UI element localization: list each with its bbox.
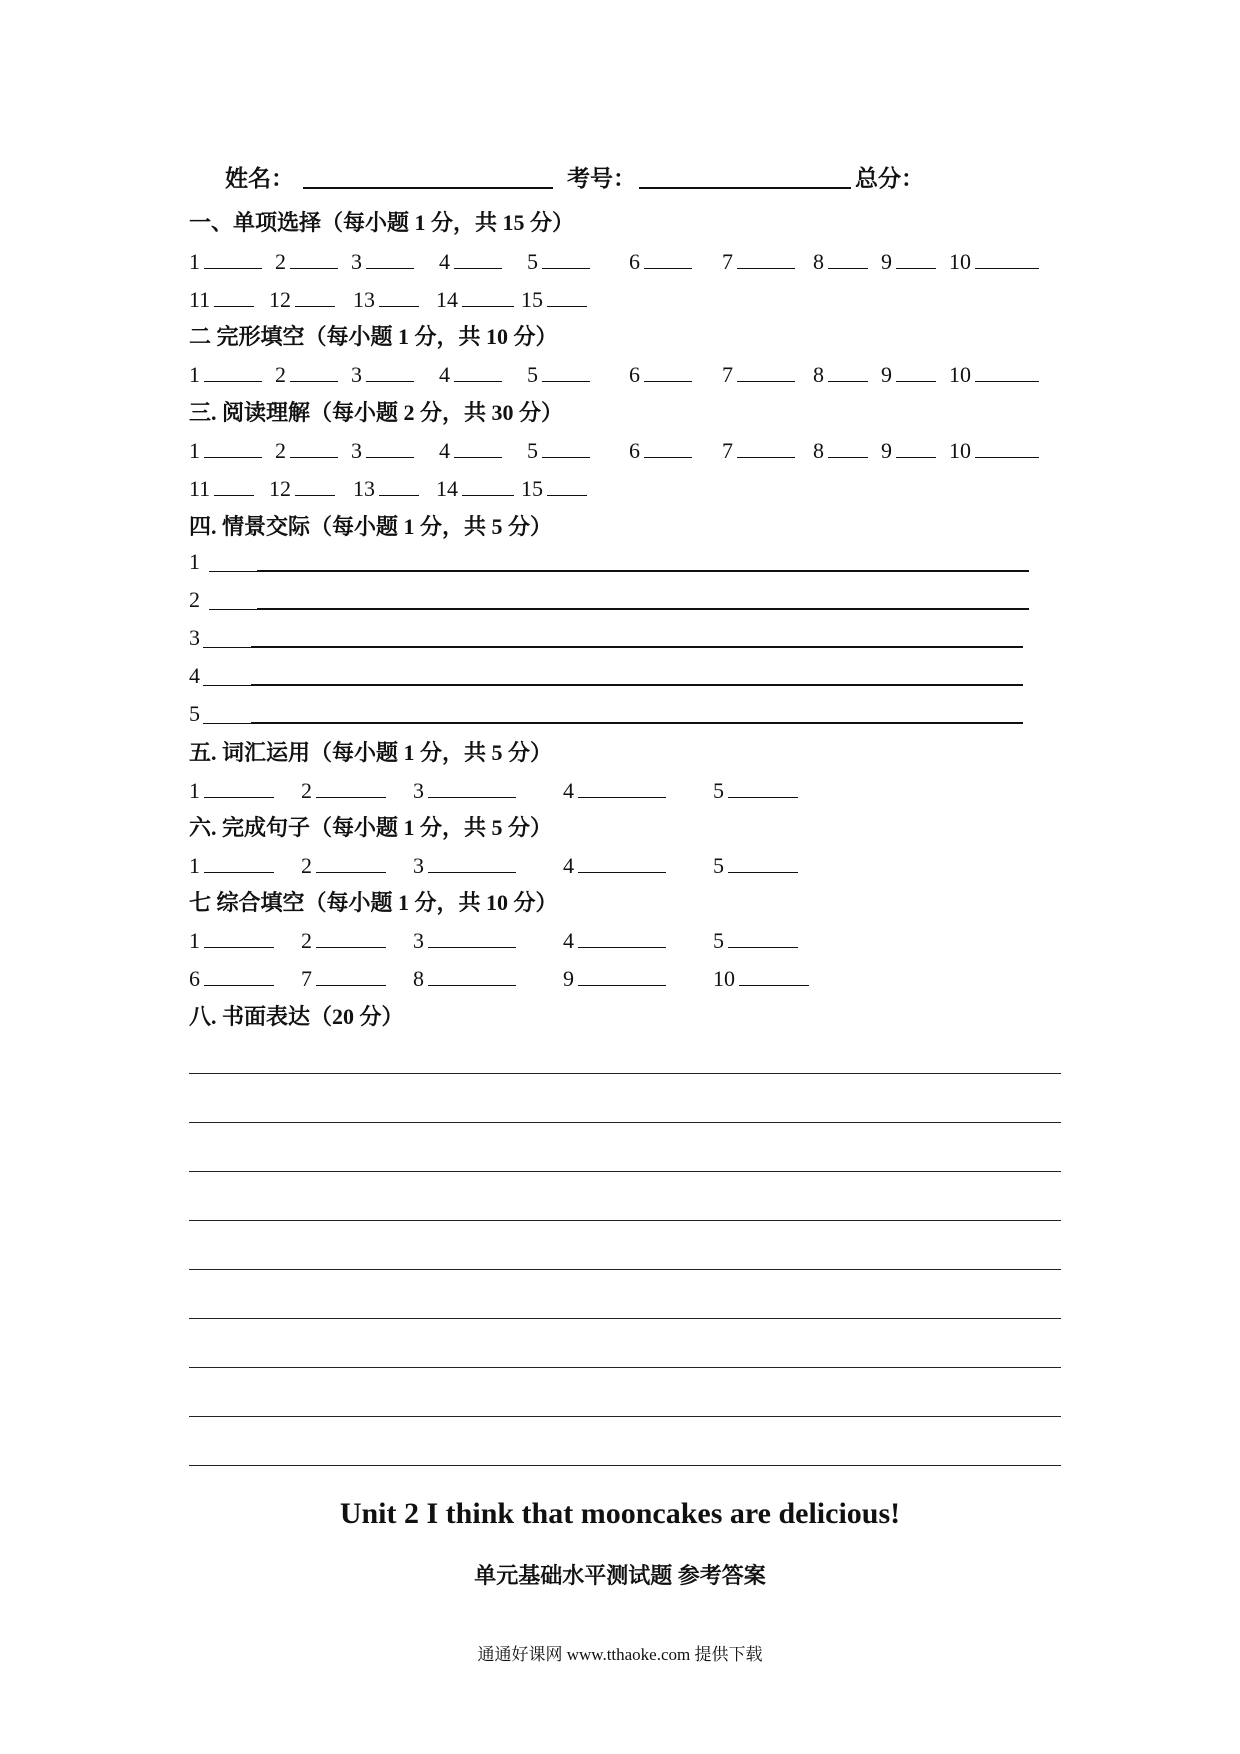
answer-blank[interactable] — [828, 359, 868, 382]
answer-blank[interactable] — [828, 246, 868, 269]
answer-blank[interactable] — [379, 284, 419, 307]
answer-blank[interactable] — [975, 359, 1039, 382]
section-title-single-choice: 一、单项选择（每小题 1 分，共 15 分） — [189, 210, 575, 235]
answer-blank[interactable] — [204, 963, 274, 986]
answer-blank[interactable] — [290, 359, 338, 382]
answer-blank[interactable] — [316, 963, 386, 986]
total-score-label: 总分： — [855, 166, 924, 191]
question-number: 5 — [527, 438, 538, 463]
question-number: 1 — [189, 778, 200, 803]
question-number: 1 — [189, 362, 200, 387]
exam-number-field[interactable] — [639, 187, 851, 189]
answer-blank[interactable] — [316, 775, 386, 798]
answer-blank[interactable] — [739, 963, 809, 986]
question-number: 11 — [189, 476, 211, 501]
question-number: 3 — [413, 778, 424, 803]
question-number: 5 — [713, 853, 724, 878]
question-number: 1 — [189, 249, 200, 274]
answer-blank[interactable] — [644, 359, 692, 382]
question-number: 11 — [189, 287, 211, 312]
question-number: 2 — [189, 587, 200, 612]
question-number: 10 — [713, 966, 735, 991]
section-title-writing: 八. 书面表达（20 分） — [189, 1004, 404, 1029]
answer-row — [189, 963, 1069, 993]
answer-blank[interactable] — [454, 246, 502, 269]
dialogue-answer-line[interactable] — [189, 549, 1039, 579]
writing-line[interactable] — [189, 1367, 1061, 1368]
writing-line[interactable] — [189, 1269, 1061, 1270]
answer-blank[interactable] — [366, 359, 414, 382]
writing-line[interactable] — [189, 1073, 1061, 1074]
question-number: 4 — [563, 778, 574, 803]
question-number: 8 — [413, 966, 424, 991]
question-number: 1 — [189, 438, 200, 463]
writing-line[interactable] — [189, 1220, 1061, 1221]
question-number: 15 — [521, 476, 543, 501]
question-number: 3 — [413, 928, 424, 953]
answer-blank[interactable] — [379, 473, 419, 496]
question-number: 4 — [563, 928, 574, 953]
dialogue-answer-line[interactable] — [189, 663, 1039, 693]
writing-line[interactable] — [189, 1465, 1061, 1466]
question-number: 3 — [351, 249, 362, 274]
question-number: 9 — [881, 438, 892, 463]
answer-row — [189, 925, 1069, 955]
question-number: 12 — [269, 476, 291, 501]
question-number: 3 — [351, 438, 362, 463]
answer-blank[interactable] — [204, 775, 274, 798]
name-label: 姓名： — [225, 166, 294, 191]
question-number: 4 — [439, 249, 450, 274]
answer-blank[interactable] — [737, 435, 795, 458]
answer-blank[interactable] — [366, 435, 414, 458]
question-number: 13 — [353, 476, 375, 501]
dialogue-answer-line[interactable] — [189, 625, 1039, 655]
answer-row — [189, 359, 1069, 389]
question-number: 6 — [629, 249, 640, 274]
question-number: 7 — [722, 362, 733, 387]
answer-blank[interactable] — [578, 963, 666, 986]
question-number: 5 — [527, 249, 538, 274]
answer-blank[interactable] — [737, 359, 795, 382]
student-info-header — [225, 160, 985, 194]
question-number: 14 — [436, 287, 458, 312]
answer-blank[interactable] — [428, 963, 516, 986]
answer-blank[interactable] — [316, 850, 386, 873]
answer-blank[interactable] — [204, 925, 274, 948]
answer-blank[interactable] — [290, 435, 338, 458]
answer-row — [189, 473, 1069, 503]
answer-blank[interactable] — [644, 246, 692, 269]
answer-blank[interactable] — [454, 359, 502, 382]
question-number: 5 — [713, 778, 724, 803]
answer-blank[interactable] — [428, 925, 516, 948]
answer-blank[interactable] — [542, 246, 590, 269]
answer-blank[interactable] — [542, 435, 590, 458]
answer-blank[interactable] — [204, 359, 262, 382]
answer-row — [189, 775, 1069, 805]
question-number: 13 — [353, 287, 375, 312]
question-number: 5 — [189, 701, 200, 726]
answer-blank[interactable] — [542, 359, 590, 382]
question-number: 5 — [527, 362, 538, 387]
question-number: 6 — [629, 362, 640, 387]
question-number: 1 — [189, 928, 200, 953]
question-number: 2 — [275, 362, 286, 387]
question-number: 14 — [436, 476, 458, 501]
answer-blank[interactable] — [290, 246, 338, 269]
answer-blank[interactable] — [728, 775, 798, 798]
answer-blank[interactable] — [975, 246, 1039, 269]
answer-blank[interactable] — [578, 850, 666, 873]
answer-blank[interactable] — [428, 850, 516, 873]
answer-blank[interactable] — [578, 925, 666, 948]
question-number: 9 — [881, 362, 892, 387]
question-number: 6 — [189, 966, 200, 991]
question-number: 2 — [301, 853, 312, 878]
answer-blank[interactable] — [214, 284, 254, 307]
answer-key-title: Unit 2 I think that mooncakes are delicious! — [339, 1497, 901, 1530]
question-number: 8 — [813, 362, 824, 387]
answer-row — [189, 850, 1069, 880]
question-number: 1 — [189, 853, 200, 878]
name-field[interactable] — [303, 187, 553, 189]
section-title-vocabulary: 五. 词汇运用（每小题 1 分，共 5 分） — [189, 740, 553, 765]
question-number: 2 — [275, 249, 286, 274]
answer-blank[interactable] — [737, 246, 795, 269]
question-number: 9 — [881, 249, 892, 274]
section-title-comprehensive-fill: 七 综合填空（每小题 1 分，共 10 分） — [189, 890, 558, 915]
answer-blank[interactable] — [366, 246, 414, 269]
answer-blank[interactable] — [214, 473, 254, 496]
answer-blank[interactable] — [462, 473, 514, 496]
writing-line[interactable] — [189, 1416, 1061, 1417]
answer-blank[interactable] — [547, 473, 587, 496]
section-title-cloze: 二 完形填空（每小题 1 分，共 10 分） — [189, 324, 558, 349]
answer-blank[interactable] — [896, 435, 936, 458]
answer-blank[interactable] — [295, 473, 335, 496]
question-number: 9 — [563, 966, 574, 991]
exam-number-label: 考号： — [567, 166, 636, 191]
answer-row — [189, 435, 1069, 465]
answer-row — [189, 246, 1069, 276]
answer-blank[interactable] — [295, 284, 335, 307]
question-number: 12 — [269, 287, 291, 312]
question-number: 10 — [949, 438, 971, 463]
question-number: 7 — [722, 249, 733, 274]
answer-blank[interactable] — [828, 435, 868, 458]
section-title-sentence-completion: 六. 完成句子（每小题 1 分，共 5 分） — [189, 815, 553, 840]
answer-blank[interactable] — [547, 284, 587, 307]
question-number: 2 — [275, 438, 286, 463]
answer-blank[interactable] — [462, 284, 514, 307]
question-number: 1 — [189, 549, 200, 574]
question-number: 6 — [629, 438, 640, 463]
dialogue-answer-line[interactable] — [189, 701, 1039, 731]
question-number: 3 — [189, 625, 200, 650]
writing-line[interactable] — [189, 1122, 1061, 1123]
question-number: 3 — [413, 853, 424, 878]
answer-blank[interactable] — [316, 925, 386, 948]
question-number: 4 — [439, 362, 450, 387]
question-number: 4 — [563, 853, 574, 878]
answer-key-subtitle: 单元基础水平测试题 参考答案 — [474, 1563, 766, 1588]
answer-blank[interactable] — [896, 359, 936, 382]
answer-blank[interactable] — [728, 925, 798, 948]
question-number: 3 — [351, 362, 362, 387]
footer-credit: 通通好课网 www.tthaoke.com 提供下载 — [477, 1645, 763, 1664]
answer-blank[interactable] — [428, 775, 516, 798]
question-number: 5 — [713, 928, 724, 953]
answer-blank[interactable] — [644, 435, 692, 458]
answer-blank[interactable] — [204, 246, 262, 269]
answer-row — [189, 284, 1069, 314]
question-number: 4 — [439, 438, 450, 463]
question-number: 10 — [949, 249, 971, 274]
question-number: 7 — [722, 438, 733, 463]
question-number: 4 — [189, 663, 200, 688]
question-number: 2 — [301, 778, 312, 803]
question-number: 2 — [301, 928, 312, 953]
question-number: 10 — [949, 362, 971, 387]
question-number: 15 — [521, 287, 543, 312]
section-title-reading: 三. 阅读理解（每小题 2 分，共 30 分） — [189, 400, 564, 425]
answer-blank[interactable] — [454, 435, 502, 458]
answer-blank[interactable] — [728, 850, 798, 873]
answer-blank[interactable] — [975, 435, 1039, 458]
question-number: 8 — [813, 438, 824, 463]
writing-line[interactable] — [189, 1318, 1061, 1319]
answer-blank[interactable] — [578, 775, 666, 798]
answer-blank[interactable] — [204, 850, 274, 873]
dialogue-answer-line[interactable] — [189, 587, 1039, 617]
question-number: 8 — [813, 249, 824, 274]
section-title-dialogue: 四. 情景交际（每小题 1 分，共 5 分） — [189, 514, 553, 539]
writing-line[interactable] — [189, 1171, 1061, 1172]
answer-blank[interactable] — [204, 435, 262, 458]
question-number: 7 — [301, 966, 312, 991]
answer-blank[interactable] — [896, 246, 936, 269]
